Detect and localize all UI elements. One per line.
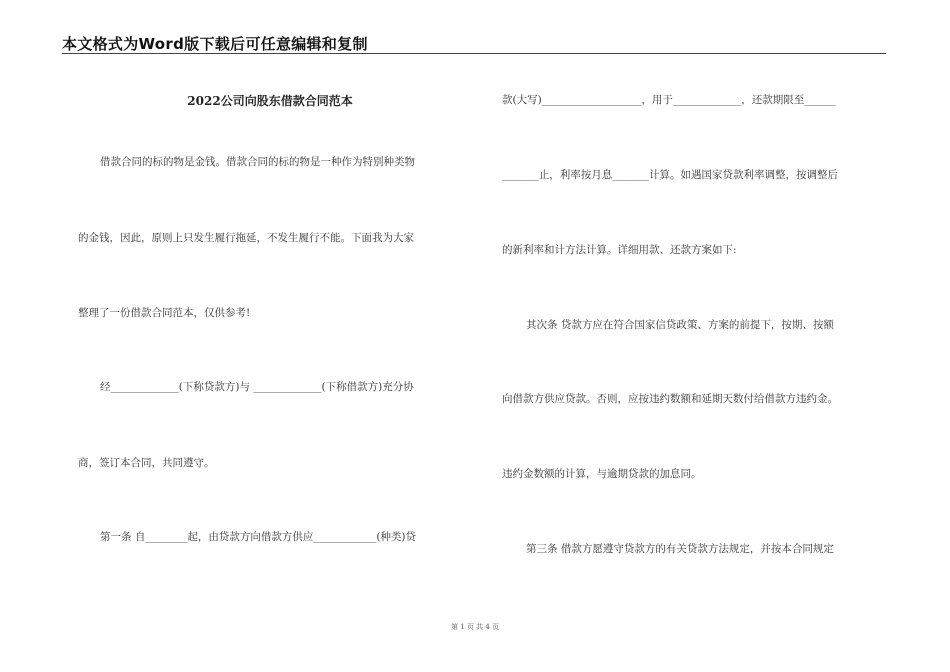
- left-paragraph-line: 第一条 自________起，由贷款方向借款方供应____________(种类)贷: [100, 531, 417, 543]
- document-title: 2022公司向股东借款合同范本: [187, 94, 353, 108]
- left-paragraph-line: 经_____________(下称贷款方)与 _____________(下称借款方)充分协: [100, 381, 414, 393]
- right-paragraph-line: 其次条 贷款方应在符合国家信贷政策、方案的前提下，按期、按额: [526, 319, 834, 331]
- document-header-title: 本文格式为Word版下载后可任意编辑和复制: [62, 35, 368, 53]
- page-number: 第 1 页 共 4 页: [450, 623, 500, 631]
- right-paragraph-line: 款(大写)___________________，用于_____________，还款期限至______: [502, 94, 836, 106]
- left-paragraph-line: 的金钱，因此，原则上只发生履行拖延，不发生履行不能。下面我为大家: [78, 232, 414, 244]
- header-divider: [62, 53, 886, 54]
- right-paragraph-line: 向借款方供应贷款。否则，应按违约数额和延期天数付给借款方违约金。: [502, 393, 838, 405]
- left-paragraph-line: 整理了一份借款合同范本，仅供参考!: [78, 307, 251, 319]
- right-paragraph-line: 违约金数额的计算，与逾期贷款的加息同。: [502, 468, 702, 480]
- left-paragraph-line: 商，签订本合同，共同遵守。: [78, 457, 215, 469]
- left-paragraph-line: 借款合同的标的物是金钱。借款合同的标的物是一种作为特别种类物: [100, 156, 415, 168]
- right-paragraph-line: _______止，利率按月息_______计算。如遇国家贷款利率调整，按调整后: [502, 169, 838, 181]
- right-paragraph-line: 的新利率和计方法计算。详细用款、还款方案如下:: [502, 244, 737, 256]
- right-paragraph-line: 第三条 借款方愿遵守贷款方的有关贷款方法规定，并按本合同规定: [526, 543, 834, 555]
